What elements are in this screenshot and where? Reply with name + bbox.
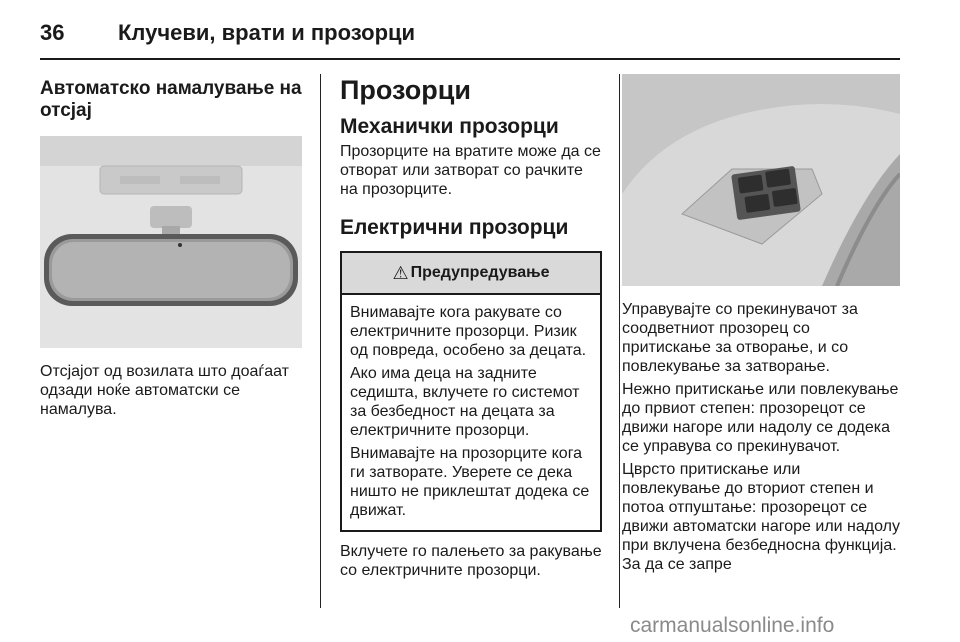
- section-heading-glare: Автоматско намалување на отсјај: [40, 78, 302, 121]
- column-divider-left: [320, 74, 321, 608]
- warning-paragraph: Внимавајте кога ракувате со електричните прозорци. Ризик од повреда, особено за децата.: [350, 304, 587, 359]
- warning-paragraph: Внимавајте на прозорците кога ги затворате. Уверете се дека ништо не приклештат додека се движат.: [350, 445, 590, 519]
- chapter-title: Клучеви, врати и прозорци: [118, 20, 416, 45]
- switch-instruction: Цврсто притискање или повлекување до вториот степен и потоа отпуштање: прозорецот се движи автоматски нагоре или надолу при вклучена безбедносна функција. За да се запре: [622, 461, 900, 573]
- switch-instruction: Нежно притискање или повлекување до првиот степен: прозорецот се движи нагоре или надолу се додека се управува со прекинувачот.: [622, 381, 899, 455]
- column-left: [40, 74, 302, 423]
- page-header: [40, 18, 415, 48]
- window-switch-panel-illustration: [622, 74, 900, 286]
- warning-paragraph: Ако има деца на задните седишта, вклучете го системот за безбедност на децата за електричните прозорци.: [350, 365, 580, 439]
- section-title-windows: Прозорци: [340, 75, 471, 105]
- warning-header: [342, 253, 600, 295]
- warning-triangle-icon: ⚠: [392, 262, 409, 283]
- column-divider-right: [619, 74, 620, 608]
- manual-windows-text: Прозорците на вратите може да се отворат или затворат со рачките на прозорците.: [340, 143, 601, 198]
- header-divider: [40, 58, 900, 60]
- switch-instruction: Управувајте со прекинувачот за соодветниот прозорец со притискање за отворање, и со повлекување за затворање.: [622, 301, 858, 375]
- rearview-mirror-illustration: [40, 136, 302, 348]
- column-middle: [340, 74, 602, 584]
- page-number: 36: [40, 20, 65, 45]
- warning-title: Предупредување: [410, 264, 550, 281]
- column-right: [622, 74, 900, 578]
- ignition-note: Вклучете го палењето за ракување со електричните прозорци.: [340, 543, 602, 579]
- warning-body: [342, 295, 600, 530]
- subheading-manual-windows: Механички прозорци: [340, 115, 559, 138]
- watermark: carmanualsonline.info: [630, 614, 835, 637]
- warning-box: [340, 251, 602, 532]
- subheading-power-windows: Електрични прозорци: [340, 216, 569, 239]
- glare-description: Отсјајот од возилата што доаѓаат одзади ноќе автоматски се намалува.: [40, 363, 290, 418]
